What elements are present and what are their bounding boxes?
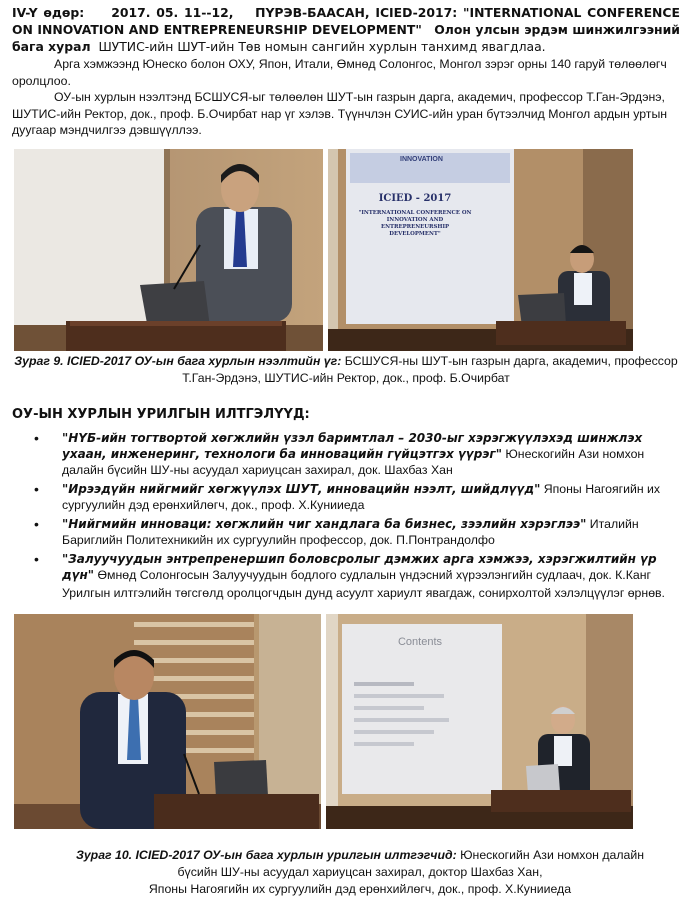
- figure9-text: БСШУСЯ-ны ШУТ-ын газрын дарга, академич, профессор Т.Ган-Эрдэнэ, ШУТИС-ийн Ректор, док., проф. Б.Очирбат: [182, 354, 678, 385]
- figure10-line3: Японы Нагоягийн их сургуулийн дэд ерөнхийлөгч, док., проф. Х.Кунииеда: [148, 882, 572, 896]
- list-item: [12, 516, 680, 548]
- talk-speaker: Юнескогийн Ази номхон далайн бүсийн ШУ-ны асуудал хариуцсан захирал, док. Шахбаз Хан: [62, 447, 645, 477]
- talk-speaker: Италийн Бариглийн Политехникийн их сургуулийн профессор, док. П.Понтрандолфо: [62, 517, 639, 547]
- section-title: ОУ-ЫН ХУРЛЫН УРИЛГЫН ИЛТГЭЛҮҮД:: [12, 407, 310, 422]
- date-prefix: IV-Y өдөр:: [12, 5, 85, 20]
- closing-paragraph: Урилгын илтгэлийн төгсгөлд оролцогчдын дунд асуулт хариулт явагдаж, сонирхолтой хэлэлцүүлэг өрнөв.: [62, 586, 665, 600]
- list-item: [12, 551, 680, 583]
- talk-speaker: Японы Нагоягийн их сургуулийн дэд ерөнхийлөгч, док., проф. Х.Кунииеда: [62, 482, 661, 512]
- event-header: [12, 4, 680, 55]
- talk-title: "Залуучуудын энтрепренершип боловсролыг дэмжих арга хэмжээ, хэрэгжилтийн үр дүн": [62, 552, 657, 582]
- event-name: ПҮРЭВ-БААСАН, ICIED-2017: "INTERNATIONAL CONFERENCE ON INNOVATION AND ENTREPRENEURSHIP DEVELOPMENT": [12, 5, 680, 37]
- slide-logo-text: INNOVATION: [400, 156, 443, 163]
- event-subtitle: Олон улсын эрдэм шинжилгээний бага хурал: [12, 22, 680, 54]
- photo-opening-speech-right: [328, 149, 633, 351]
- slide-title: ICIED - 2017: [378, 193, 452, 204]
- figure10-line2: бүсийн ШУ-ны асуудал хариуцсан захирал, доктор Шахбаз Хан,: [177, 865, 543, 879]
- list-item: [12, 481, 680, 513]
- photo-keynote-left: [14, 614, 321, 829]
- talk-speaker: Өмнөд Солонгосын Залуучуудын бодлого судлалын үндэсний хүрээлэнгийн судлаач, док. К.Канг: [97, 568, 652, 582]
- talk-title: "Нийгмийн инноваци: хөгжлийн чиг хандлага ба бизнес, зээлийн хэрэглээ": [62, 517, 587, 531]
- figure10-label: Зураг 10. ICIED-2017 ОУ-ын бага хурлын урилгын илтгэгчид:: [75, 848, 457, 862]
- figure9-caption: [12, 353, 680, 387]
- speaker-list: [12, 430, 680, 586]
- list-item: [12, 430, 680, 478]
- talk-title: "Ирээдүйн нийгмийг хөгжүүлэх ШУТ, инновацийн нээлт, шийдлүүд": [62, 482, 541, 496]
- event-venue: ШУТИС-ийн ШУТ-ийн Төв номын сангийн хурлын танхимд явагдлаа.: [98, 39, 546, 54]
- intro-paragraph-2: ОУ-ын хурлын нээлтэнд БСШУСЯ-ыг төлөөлөн ШУТ-ын газрын дарга, академич, профессор Т.Ган-Эрдэнэ, ШУТИС-ийн Ректор, док., проф. Б.Очирбат нар үг хэлэв. Түүнчлэн СУИС-ийн уран бүтээлчид Монгол ардын уртын дуугаар мэндчилгээ дэвшүүллээ.: [12, 90, 668, 137]
- intro-paragraph-1: Арга хэмжээнд Юнеско болон ОХУ, Япон, Итали, Өмнөд Солонгос, Монгол зэрэг орны 140 гаруй төлөөлөгч оролцлоо.: [12, 57, 667, 88]
- figure10-line1: Юнескогийн Ази номхон далайн: [460, 848, 645, 862]
- slide-subtitle: "INTERNATIONAL CONFERENCE ON INNOVATION AND ENTREPRENEURSHIP DEVELOPMENT": [358, 210, 472, 237]
- photo-opening-speech-left: [14, 149, 323, 351]
- event-date: 2017. 05. 11--12,: [111, 5, 234, 20]
- slide-contents-title: Contents: [397, 636, 443, 648]
- talk-title: "НҮБ-ийн тогтвортой хөгжлийн үзэл баримтлал – 2030-ыг хэрэгжүүлэхэд шинжлэх ухаан, инженеринг, технологи ба инновацийн гүйцэтгэх үүрэг": [62, 431, 643, 461]
- photo-keynote-right: [326, 614, 633, 829]
- figure10-caption: [60, 847, 660, 898]
- figure9-label: Зураг 9. ICIED-2017 ОУ-ын бага хурлын нээлтийн үг:: [14, 354, 342, 368]
